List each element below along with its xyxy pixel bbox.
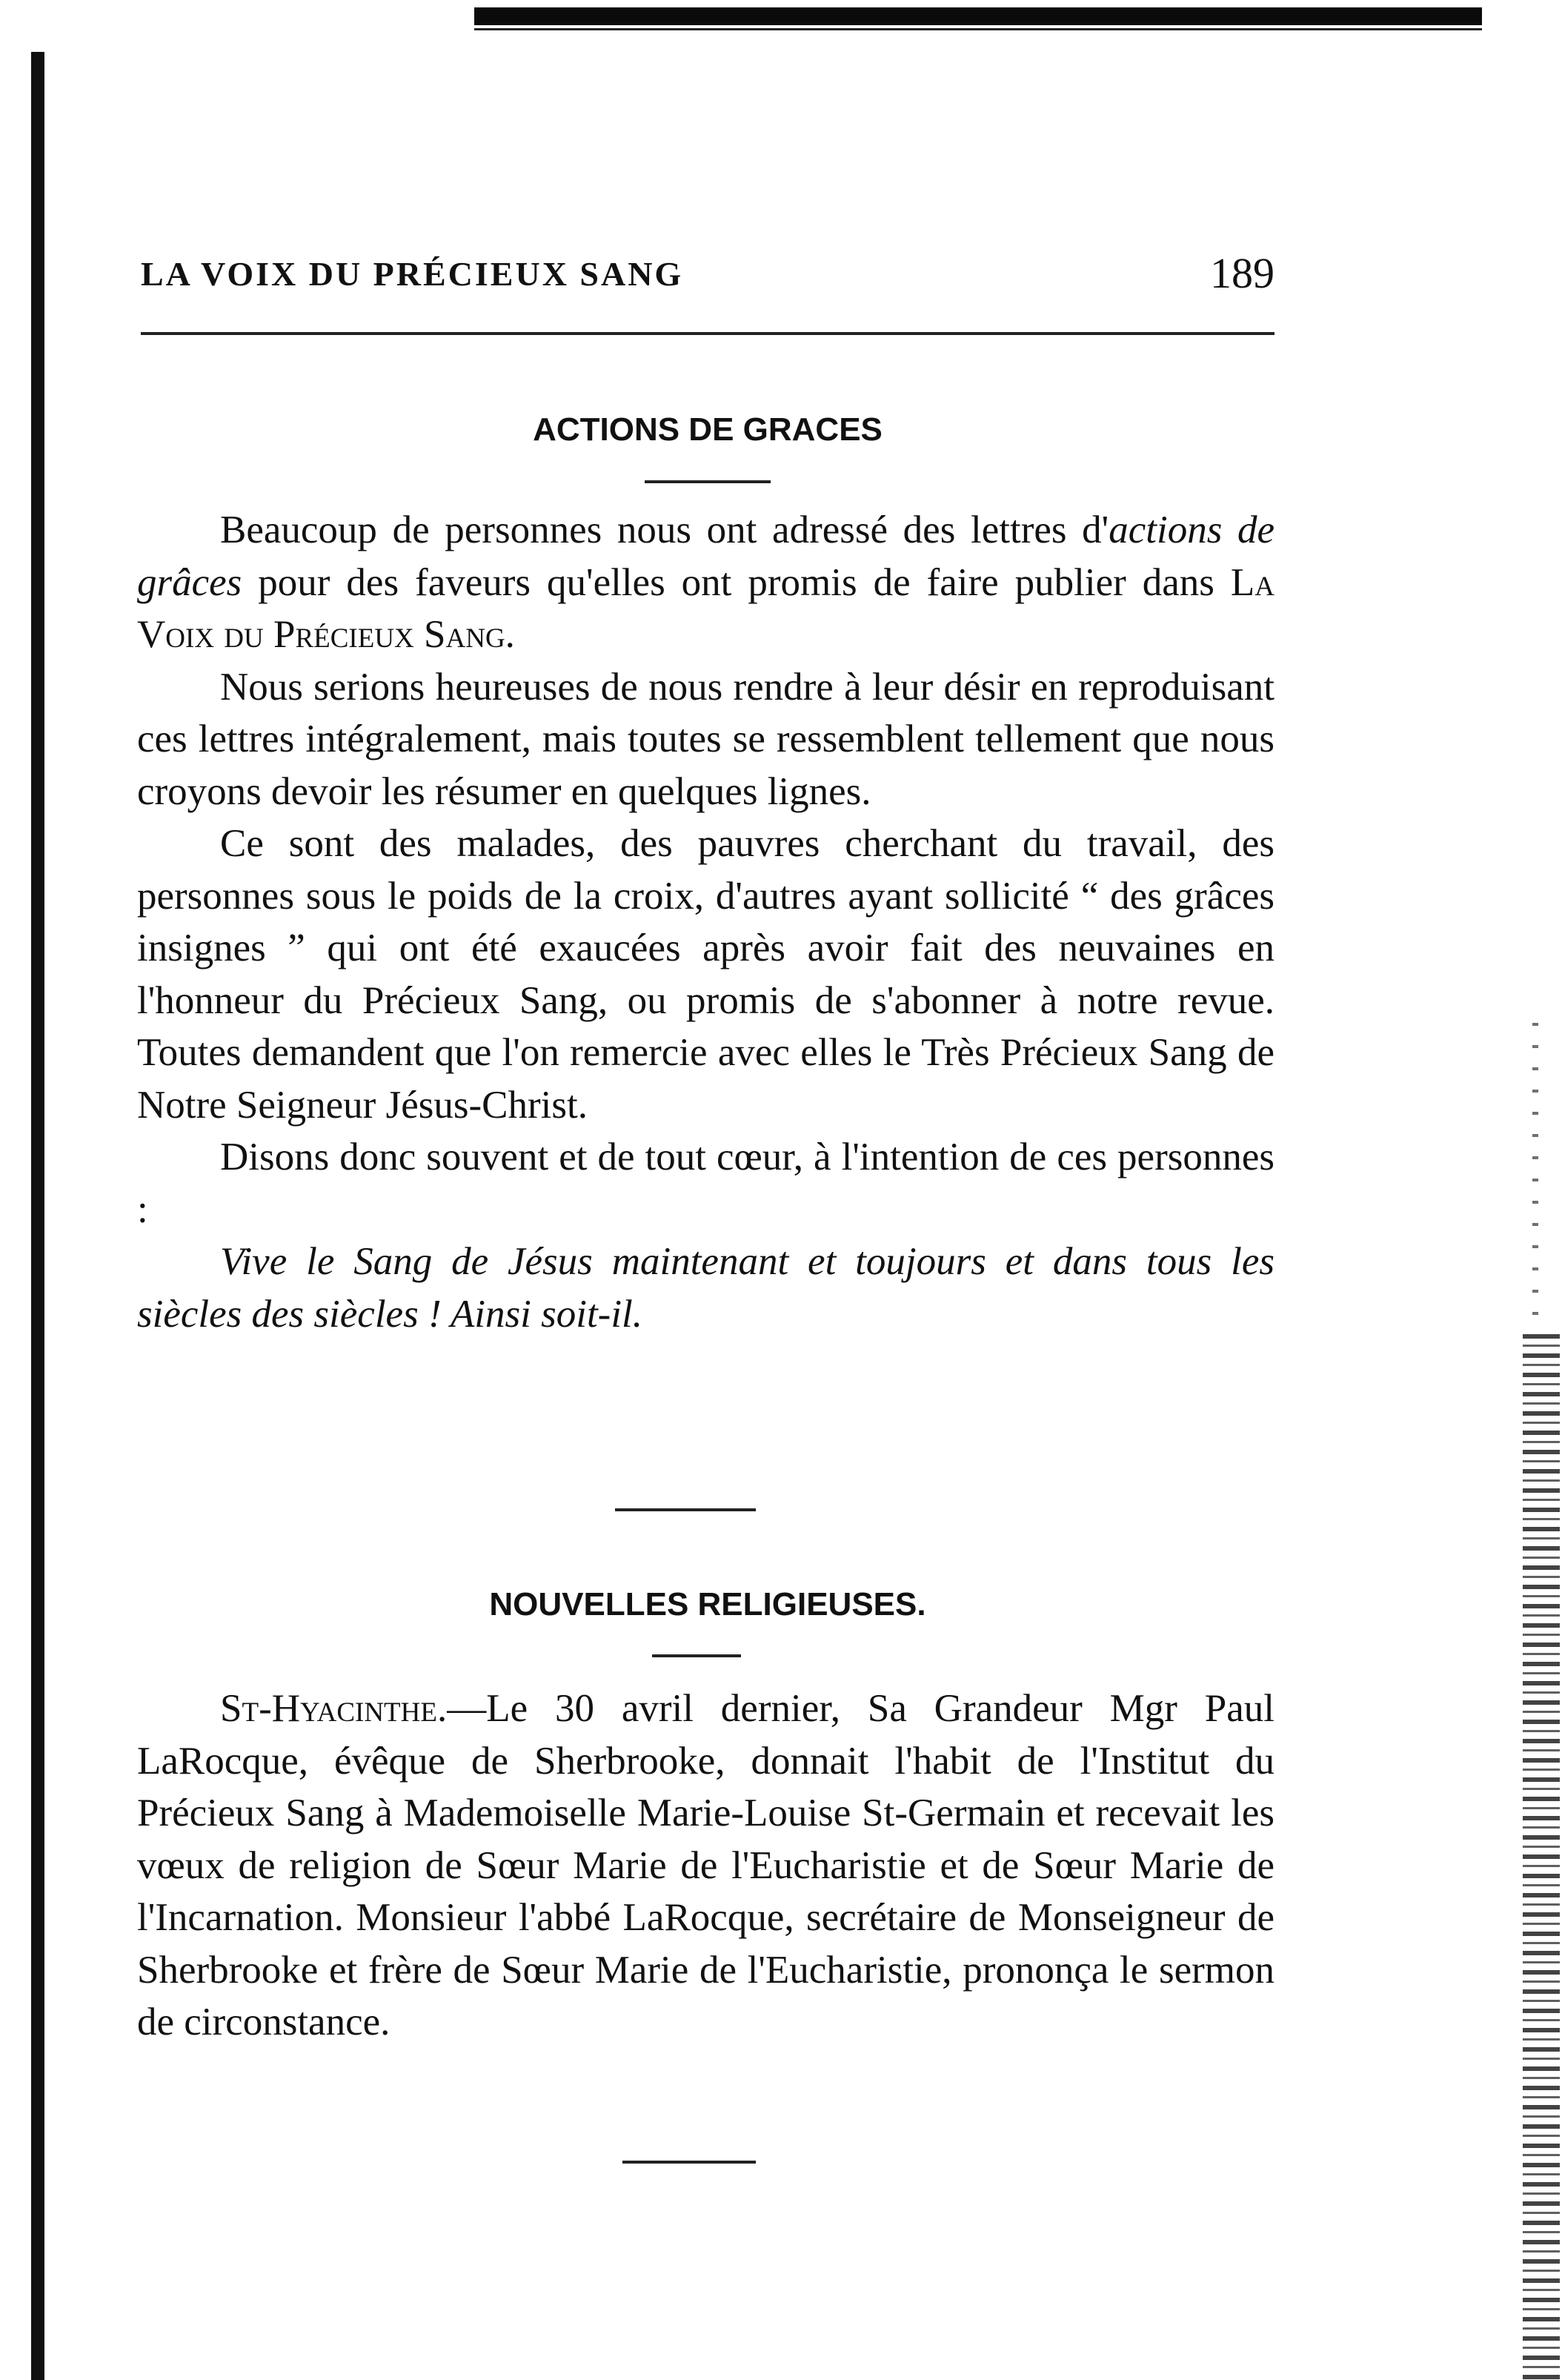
section-separator [615, 1508, 756, 1511]
scan-top-rule [474, 7, 1482, 25]
section-title-actions: ACTIONS DE GRACES [533, 411, 883, 448]
scan-left-edge [31, 52, 44, 2380]
paragraph-text: Beaucoup de personnes nous ont adressé des lettres d' [220, 508, 1109, 551]
journal-name: La Voix du Précieux Sang. [137, 560, 1274, 656]
paragraph: Ce sont des malades, des pauvres cherchant du travail, des personnes sous le poids de la croix, d'autres ayant sollicité “ des grâces insignes ” qui ont été exaucées après avoir fait des neuvaines en l'honneur du Précieux Sang, ou promis de s'abonner à notre revue. Toutes demandent que l'on remercie avec elles le Très Précieux Sang de Notre Seigneur Jésus-Christ. [137, 822, 1274, 1127]
paragraph [137, 1683, 1274, 2049]
scan-right-dots [1532, 1023, 1538, 1334]
section-divider [645, 480, 771, 483]
page-number: 189 [1210, 249, 1274, 297]
scan-top-thin-rule [474, 28, 1482, 30]
running-title: LA VOIX DU PRÉCIEUX SANG [141, 255, 684, 293]
paragraph-text: —Le 30 avril dernier, Sa Grandeur Mgr Paul LaRocque, évêque de Sherbrooke, donnait l'habit de l'Institut du Précieux Sang à Mademoiselle Marie-Louise St-Germain et recevait les vœux de religion de Sœur Marie de l'Eucharistie et de Sœur Marie de l'Incarnation. Monsieur l'abbé LaRocque, secrétaire de Monseigneur de Sherbrooke et frère de Sœur Marie de l'Eucharistie, prononça le sermon de circonstance. [137, 1687, 1274, 2043]
invocation: Vive le Sang de Jésus maintenant et toujours et dans tous les siècles des siècles ! Ainsi soit-il. [137, 1240, 1274, 1336]
paragraph: Nous serions heureuses de nous rendre à leur désir en reproduisant ces lettres intégralement, mais toutes se ressemblent tellement que nous croyons devoir les résumer en quelques lignes. [137, 665, 1274, 813]
header-rule [141, 332, 1274, 335]
section-separator [622, 2161, 756, 2164]
paragraph: Disons donc souvent et de tout cœur, à l'intention de ces personnes : [137, 1136, 1274, 1231]
nouvelles-body [137, 1683, 1274, 2049]
paragraph [137, 504, 1274, 661]
scan-right-edge [1523, 1334, 1560, 2380]
italic-phrase: actions de grâces [137, 508, 1275, 604]
actions-body [137, 504, 1274, 1340]
paragraph-text: pour des faveurs qu'elles ont promis de faire publier dans [242, 560, 1231, 604]
place-name: St-Hyacinthe. [220, 1687, 448, 1730]
section-title-nouvelles: NOUVELLES RELIGIEUSES. [489, 1586, 926, 1622]
page-header [141, 248, 1274, 300]
section-divider [652, 1654, 741, 1657]
